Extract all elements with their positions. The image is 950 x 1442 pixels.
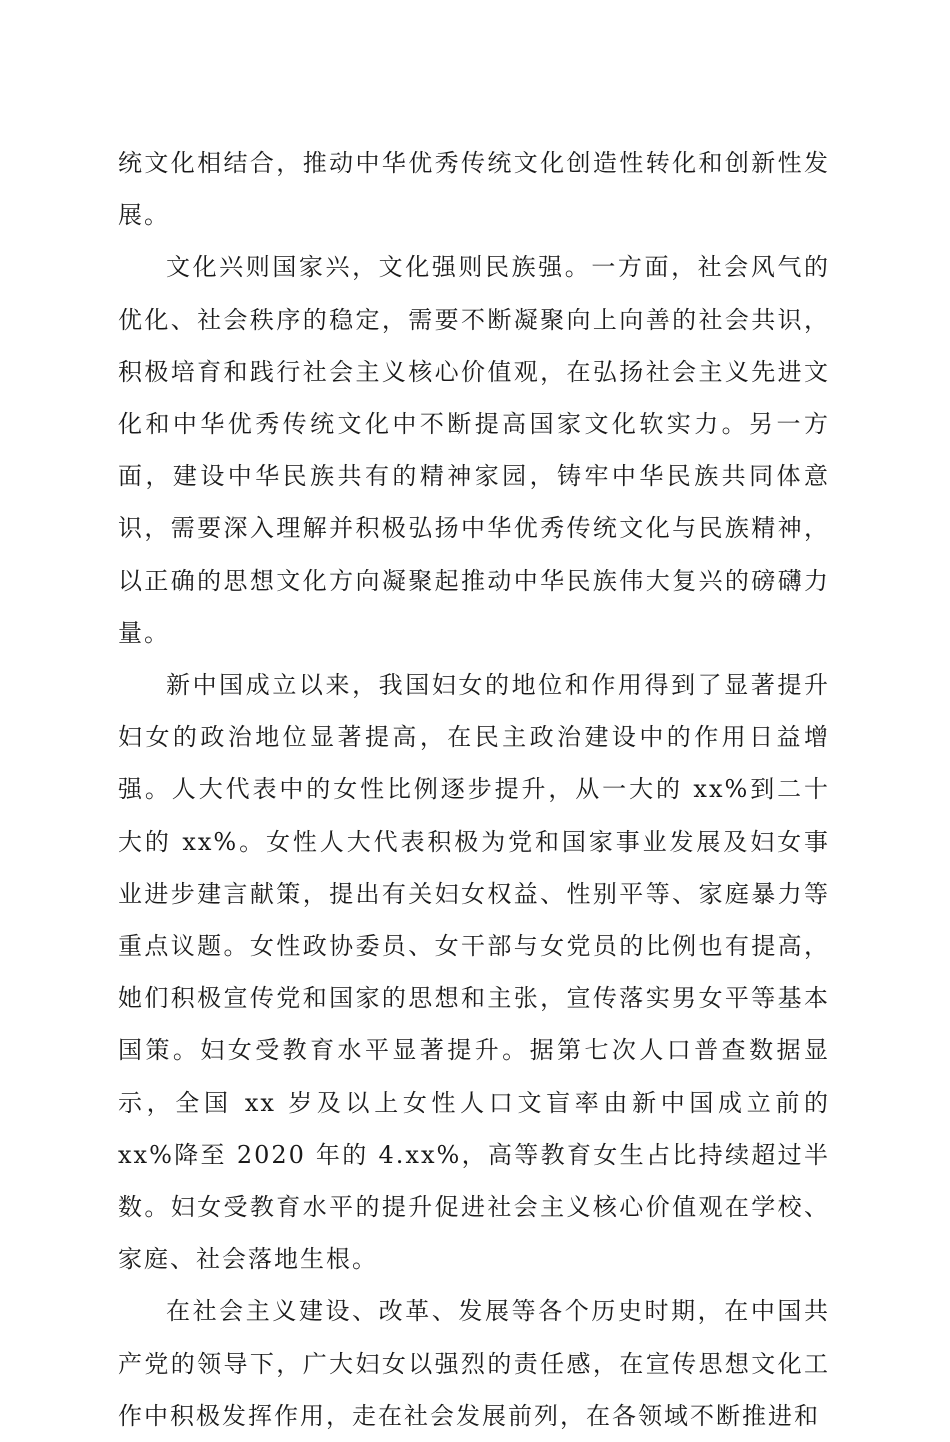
paragraph-women-role: 在社会主义建设、改革、发展等各个历史时期，在中国共产党的领导下，广大妇女以强烈的责任感，在宣传思想文化工作中积极发挥作用，走在社会发展前列，在各领域不断推进和 bbox=[118, 1297, 830, 1430]
paragraph-culture-strength: 文化兴则国家兴，文化强则民族强。一方面，社会风气的优化、社会秩序的稳定，需要不断凝聚向上向善的社会共识，积极培育和践行社会主义核心价值观，在弘扬社会主义先进文化和中华优秀传统文化中不断提高国家文化软实力。另一方面，建设中华民族共有的精神家园，铸牢中华民族共同体意识，需要深入理解并积极弘扬中华优秀传统文化与民族精神，以正确的思想文化方向凝聚起推动中华民族伟大复兴的磅礴力量。 bbox=[118, 253, 830, 647]
paragraph-continuation: 统文化相结合，推动中华优秀传统文化创造性转化和创新性发展。 bbox=[118, 149, 830, 230]
document-body bbox=[118, 137, 830, 1442]
paragraph-women-status: 新中国成立以来，我国妇女的地位和作用得到了显著提升妇女的政治地位显著提高，在民主政治建设中的作用日益增强。人大代表中的女性比例逐步提升，从一大的 xx%到二十大的 xx%。女性人大代表积极为党和国家事业发展及妇女事业进步建言献策，提出有关妇女权益、性别平等、家庭暴力等重点议题。女性政协委员、女干部与女党员的比例也有提高，她们积极宣传党和国家的思想和主张，宣传落实男女平等基本国策。妇女受教育水平显著提升。据第七次人口普查数据显示，全国 xx 岁及以上女性人口文盲率由新中国成立前的 xx%降至 2020 年的 4.xx%，高等教育女生占比持续超过半数。妇女受教育水平的提升促进社会主义核心价值观在学校、家庭、社会落地生根。 bbox=[118, 671, 830, 1274]
